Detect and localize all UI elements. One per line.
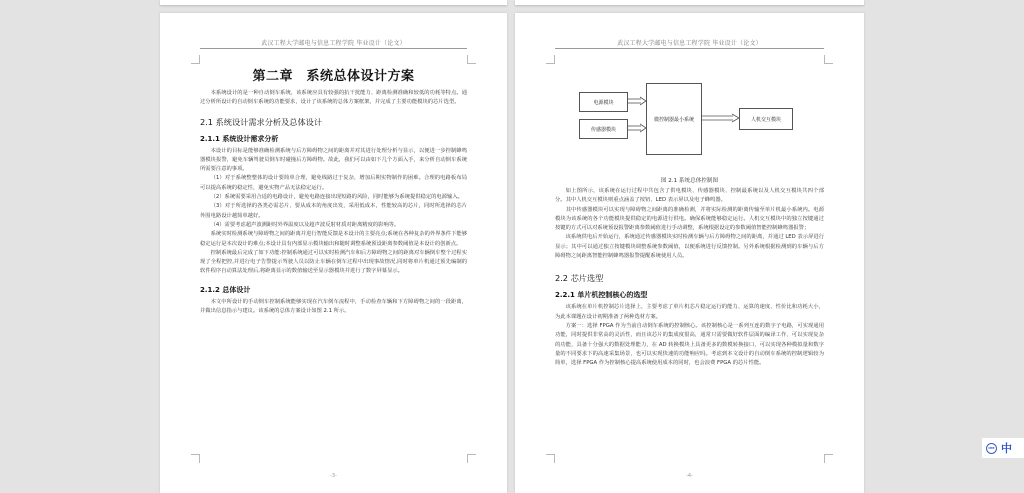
- section-heading-2-1-1: 2.1.1 系统设计需求分析: [200, 134, 279, 143]
- page-number: -3-: [330, 473, 337, 479]
- paragraph: 本文中所设计的手动倒车控制系统能够实现在汽车倒车流程中，手动检查车辆和下方障碍物之间的一段距离，并做出信息指示与建议。该系统的总体方案设计如图 2.1 所示。: [200, 298, 467, 315]
- margin-corner-mark: [467, 55, 476, 64]
- paragraph: 系统实时检测系统与障碍物之间的距离并进行智能反馈是本设计的主要亮点;系统在各种复杂的外界条件下能够稳定运行是本次设计的难点;本设计具有内部显示模块输出和随时调整系统预设距离参数阈值是本设计的创新点。: [200, 231, 467, 247]
- figure-caption: 图 2.1 系统总体控制图: [660, 178, 719, 184]
- section-heading-2-1: 2.1 系统设计需求分析及总体设计: [200, 116, 323, 127]
- margin-corner-mark: [191, 454, 200, 463]
- paragraph: 控制系统最后完成了如下功能:控制系统通过可以实时检测汽车和后方障碍物之间的距离对车辆倒车整个过程实现了全程把控,并进行电子告警提示驾驶人员以防止车辆在倒车过程中出现事故情况,同时将单片机通过预先编制的软件程序自动算法处理后,将距离显示的数值输送至显示器模块并进行了数字屏幕显示。: [200, 249, 467, 275]
- page-header: 武汉工程大学邮电与信息工程学院 毕业设计（论文）: [617, 40, 762, 47]
- margin-corner-mark: [824, 454, 833, 463]
- figure-caption-wrap: [555, 176, 824, 184]
- list-item-3: （3）对于所选择的各类必需芯片，要从成本的角度出发，采用低成本，性能较高的芯片，同时所选择的芯片外围电路设计越简单越好。: [200, 203, 467, 219]
- paragraph: 该系统在单片机控制芯片选择上，主要考虑了单片机芯片稳定运行的能力、运算的速度、性价比和功耗大小，为此本课题在设计初期准备了两种选材方案。: [555, 304, 824, 320]
- list-item-4: （4）需要考虑超声波测距时外界温度以及超声波反射材质对距离精度的影响等。: [210, 221, 400, 228]
- diagram-box-mcu-system: 微控制器最小系统: [646, 83, 702, 155]
- section-heading-2-2: 2.2 芯片选型: [555, 273, 604, 284]
- margin-corner-mark: [191, 55, 200, 64]
- intro-paragraph: 本系统设计的是一种自动倒车系统，该系统应具有较强的抗干扰能力、距离检测准确和较低的功耗等特点。通过分析所设计的自动倒车系统的功能要求，设计了该系统的总体方案框架，并完成了主要功能模块的芯片选型。: [200, 90, 467, 106]
- diagram-box-hmi-module: 人机交互模块: [739, 108, 793, 130]
- chapter-title: 第二章 系统总体设计方案: [252, 69, 415, 84]
- diagram-box-sensor-module: 传感器模块: [579, 119, 628, 139]
- page-header: 武汉工程大学邮电与信息工程学院 毕业设计（论文）: [261, 40, 406, 47]
- chapter-title-wrap: [200, 65, 467, 84]
- list-item-2: （2）系统需要采用合适的电路设计，避免电路连接出现短路的风险，同时能够为系统提供稳定的电源输入。: [210, 194, 463, 201]
- paragraph: 如上图所示，该系统在运行过程中共包含了供电模块、传感器模块、控制最系统以及人机交互模块共四个部分。其中人机交互模块则重点涵盖了按钮、LED 表示屏以及电子蜂鸣器。: [555, 188, 824, 204]
- margin-corner-mark: [546, 454, 555, 463]
- margin-corner-mark: [467, 454, 476, 463]
- paragraph: 该系统供电后开始运行，系统通过传感器模块实时检测车辆与后方障碍物之间的距离，并通过 LED 表示屏进行显示；其中可以通过独立按键模块调整系统参数阈值，以便系统进行反馈控制。另外系统根据检测到的车辆与后方障碍物之间距离智能控制蜂鸣器报警提醒系统使用人员。: [555, 234, 824, 260]
- section-heading-2-2-1: 2.2.1 单片机控制核心的选型: [555, 291, 648, 300]
- previous-page-left-edge: [160, 0, 507, 5]
- paragraph: 方案一：选择 FPGA 作为当前自动倒车系统的控制核心。该控制核心是一系列互连的数字子电路，可实现通用功能，同时提供非常高的灵活性，而且该芯片的集成度很高，通常只需要做好软件层面的编译工作，可以实现复杂的功能，具备十分强大的数据处理能力，在 AD 转换模块上具备更多的数模转换接口，可以实现各种模拟量和数字量的不同要求下的高速采集场景，也可以实现快速的功能响应吗。考虑到本文设计的自动倒车系统的控制逻辑较为简单，选择 FPGA 作为控制核心提高系统使用成本的同时，也会浪费 FPGA 的芯片性能。: [555, 322, 824, 367]
- document-page-4: [515, 13, 864, 493]
- ime-status-indicator[interactable]: [982, 438, 1024, 458]
- page-4-body: [555, 187, 824, 368]
- section-heading-2-1-2: 2.1.2 总体设计: [200, 285, 251, 294]
- paragraph: 本设计的目标是能够准确检测系统与后方障碍物之间的距离并对其进行处理分析与显示，以便进一步控制蜂鸣器模块报警，避免车辆驾驶员倒车时碰撞后方障碍物。故此，我们可以由如下几个方面入手，来分析自动倒车系统所需要注意的事项。: [200, 147, 467, 173]
- page-number: -4-: [686, 473, 693, 479]
- ime-language-toggle[interactable]: 中: [1001, 442, 1012, 455]
- system-block-diagram: [515, 13, 864, 173]
- diagram-arrows: [515, 13, 864, 173]
- diagram-box-power-module: 电源模块: [579, 92, 628, 112]
- ime-logo-icon[interactable]: IME: [986, 443, 997, 454]
- paragraph: 其中传感器模块可以实现与障碍物之间距离的准确检测，并将实际检测的距离传输至单片机最小系统内。电源模块为该系统的各个功能模块提供稳定的电源进行供电。确保系统能够稳定运行。人机交互模块中的独立按键通过按键的方式可以对系统预设报警距离参数阈值进行手动调整，系统根据设定的参数阈值智能控制蜂鸣器报警；: [555, 206, 824, 232]
- document-page-3: [160, 13, 507, 493]
- header-rule: [200, 48, 467, 49]
- previous-page-right-edge: [515, 0, 864, 5]
- list-item-1: （1）对于系统整整体的设计要简单合理，避免线路过于复杂，增加后期实物制作的困难。合理的电路板布局可以提高系统的稳定性，避免实物产品无法稳定运行。: [200, 175, 467, 191]
- page-3-body: [200, 89, 467, 316]
